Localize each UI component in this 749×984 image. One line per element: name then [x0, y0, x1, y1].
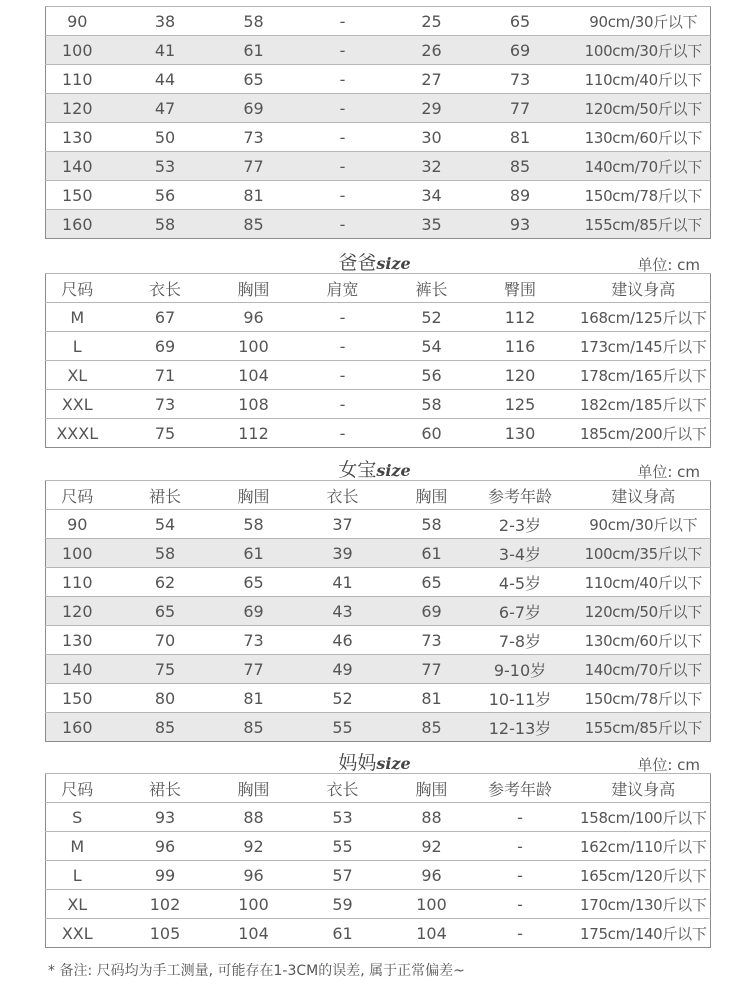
section-title-text: 妈妈: [338, 752, 377, 774]
table-cell: 4-5岁: [464, 568, 577, 597]
table-cell: 58: [222, 7, 286, 36]
table-cell: 73: [464, 65, 577, 94]
table-cell: 99: [109, 861, 222, 890]
table-cell: 150cm/78斤以下: [577, 684, 711, 713]
table-cell: 100cm/35斤以下: [577, 539, 711, 568]
table-cell: -: [464, 832, 577, 861]
table-row: [46, 919, 711, 948]
table-cell: 6-7岁: [464, 597, 577, 626]
footnote: * 备注: 尺码均为手工测量, 可能存在1-3CM的误差, 属于正常偏差~: [48, 963, 465, 979]
table-row: [46, 303, 711, 332]
column-header: 衣长: [109, 274, 222, 303]
column-header: 衣长: [286, 774, 400, 803]
table-cell: 60: [400, 419, 464, 448]
table-cell: 26: [400, 36, 464, 65]
table-cell: 130cm/60斤以下: [577, 626, 711, 655]
table-cell: S: [46, 803, 109, 832]
table-cell: 49: [286, 655, 400, 684]
table-cell: 58: [400, 390, 464, 419]
column-header: 胸围: [222, 774, 286, 803]
table-cell: 85: [109, 713, 222, 742]
table-cell: 96: [109, 832, 222, 861]
section-title-text: 女宝: [338, 459, 377, 481]
table-cell: 110: [46, 568, 109, 597]
table-cell: 100: [222, 890, 286, 919]
table-cell: 90cm/30斤以下: [577, 7, 711, 36]
table-cell: 92: [400, 832, 464, 861]
table-cell: 43: [286, 597, 400, 626]
table-cell: 32: [400, 152, 464, 181]
column-header: 参考年龄: [464, 481, 577, 510]
table-cell: 100: [46, 539, 109, 568]
table-cell: 35: [400, 210, 464, 239]
table-row: [46, 568, 711, 597]
table-cell: 25: [400, 7, 464, 36]
column-header: 建议身高: [577, 274, 711, 303]
table-cell: 69: [222, 94, 286, 123]
table-cell: 58: [109, 210, 222, 239]
table-cell: M: [46, 832, 109, 861]
table-cell: 77: [222, 152, 286, 181]
table-cell: 50: [109, 123, 222, 152]
table-cell: 44: [109, 65, 222, 94]
table-cell: -: [464, 919, 577, 948]
table-cell: 52: [400, 303, 464, 332]
table-cell: 110cm/40斤以下: [577, 568, 711, 597]
table-cell: 69: [400, 597, 464, 626]
table-cell: 56: [400, 361, 464, 390]
table-cell: 100: [400, 890, 464, 919]
table-cell: 71: [109, 361, 222, 390]
table-cell: 37: [286, 510, 400, 539]
table-cell: 85: [222, 713, 286, 742]
table-cell: -: [286, 332, 400, 361]
column-header: 胸围: [400, 481, 464, 510]
table-cell: 165cm/120斤以下: [577, 861, 711, 890]
table-cell: 88: [222, 803, 286, 832]
size-table-girl: [45, 480, 711, 742]
table-row: [46, 65, 711, 94]
table-cell: -: [286, 390, 400, 419]
table-cell: 155cm/85斤以下: [577, 713, 711, 742]
table-cell: -: [286, 210, 400, 239]
table-cell: -: [464, 803, 577, 832]
table-cell: 77: [400, 655, 464, 684]
size-table-dad: [45, 273, 711, 448]
table-cell: 185cm/200斤以下: [577, 419, 711, 448]
table-cell: 96: [400, 861, 464, 890]
column-header: 臀围: [464, 274, 577, 303]
table-cell: 54: [400, 332, 464, 361]
table-cell: 120cm/50斤以下: [577, 597, 711, 626]
table-row: [46, 684, 711, 713]
table-cell: 170cm/130斤以下: [577, 890, 711, 919]
table-cell: -: [464, 861, 577, 890]
table-cell: 39: [286, 539, 400, 568]
table-cell: 150: [46, 181, 109, 210]
table-cell: XL: [46, 890, 109, 919]
table-cell: 57: [286, 861, 400, 890]
column-header: 尺码: [46, 481, 109, 510]
table-cell: 47: [109, 94, 222, 123]
table-cell: 100: [46, 36, 109, 65]
column-header: 裙长: [109, 481, 222, 510]
table-cell: 140cm/70斤以下: [577, 152, 711, 181]
table-cell: 34: [400, 181, 464, 210]
table-cell: 58: [109, 539, 222, 568]
unit-label-girl: 单位: cm: [637, 463, 700, 481]
table-cell: 58: [400, 510, 464, 539]
table-cell: 2-3岁: [464, 510, 577, 539]
table-cell: 175cm/140斤以下: [577, 919, 711, 948]
table-cell: 120: [464, 361, 577, 390]
table-row: [46, 361, 711, 390]
table-cell: 112: [222, 419, 286, 448]
table-row: [46, 597, 711, 626]
table-cell: 90: [46, 7, 109, 36]
table-cell: 59: [286, 890, 400, 919]
table-cell: 81: [222, 684, 286, 713]
table-row: [46, 7, 711, 36]
table-cell: 93: [109, 803, 222, 832]
table-cell: XL: [46, 361, 109, 390]
table-cell: L: [46, 861, 109, 890]
table-cell: 7-8岁: [464, 626, 577, 655]
table-cell: 55: [286, 832, 400, 861]
table-cell: 88: [400, 803, 464, 832]
table-cell: 27: [400, 65, 464, 94]
table-row: [46, 181, 711, 210]
table-cell: 112: [464, 303, 577, 332]
table-cell: 41: [286, 568, 400, 597]
table-cell: 81: [222, 181, 286, 210]
table-row: [46, 210, 711, 239]
table-header-row: [46, 274, 711, 303]
table-cell: 160: [46, 210, 109, 239]
table-cell: 150: [46, 684, 109, 713]
table-cell: 73: [400, 626, 464, 655]
column-header: 裙长: [109, 774, 222, 803]
table-header-row: [46, 481, 711, 510]
table-cell: -: [286, 361, 400, 390]
column-header: 建议身高: [577, 774, 711, 803]
table-cell: 56: [109, 181, 222, 210]
table-cell: XXL: [46, 919, 109, 948]
table-cell: 80: [109, 684, 222, 713]
section-title-suffix: size: [376, 254, 411, 273]
table-cell: 130: [464, 419, 577, 448]
table-cell: 53: [109, 152, 222, 181]
table-cell: 104: [222, 919, 286, 948]
table-cell: 55: [286, 713, 400, 742]
table-cell: 65: [109, 597, 222, 626]
table-cell: 120: [46, 94, 109, 123]
table-cell: -: [286, 36, 400, 65]
table-cell: 155cm/85斤以下: [577, 210, 711, 239]
table-cell: 102: [109, 890, 222, 919]
table-cell: 168cm/125斤以下: [577, 303, 711, 332]
column-header: 建议身高: [577, 481, 711, 510]
table-cell: 38: [109, 7, 222, 36]
table-cell: 46: [286, 626, 400, 655]
table-cell: 52: [286, 684, 400, 713]
table-cell: 182cm/185斤以下: [577, 390, 711, 419]
table-cell: 12-13岁: [464, 713, 577, 742]
unit-label-dad: 单位: cm: [637, 256, 700, 274]
section-title-suffix: size: [376, 754, 411, 773]
table-cell: 58: [222, 510, 286, 539]
table-cell: 73: [109, 390, 222, 419]
table-cell: 110cm/40斤以下: [577, 65, 711, 94]
table-row: [46, 626, 711, 655]
table-row: [46, 332, 711, 361]
table-cell: 65: [222, 65, 286, 94]
table-row: [46, 123, 711, 152]
table-cell: 108: [222, 390, 286, 419]
table-cell: XXXL: [46, 419, 109, 448]
table-cell: -: [286, 419, 400, 448]
table-cell: 9-10岁: [464, 655, 577, 684]
table-row: [46, 510, 711, 539]
table-cell: 150cm/78斤以下: [577, 181, 711, 210]
table-cell: 69: [109, 332, 222, 361]
table-row: [46, 152, 711, 181]
column-header: 参考年龄: [464, 774, 577, 803]
table-row: [46, 890, 711, 919]
table-cell: -: [286, 303, 400, 332]
column-header: 裤长: [400, 274, 464, 303]
table-header-row: [46, 774, 711, 803]
table-cell: 61: [222, 36, 286, 65]
column-header: 尺码: [46, 274, 109, 303]
table-cell: 104: [222, 361, 286, 390]
table-cell: 140: [46, 655, 109, 684]
table-cell: 65: [222, 568, 286, 597]
table-cell: 61: [222, 539, 286, 568]
section-title-text: 爸爸: [338, 252, 377, 274]
table-cell: 53: [286, 803, 400, 832]
table-cell: 29: [400, 94, 464, 123]
table-row: [46, 861, 711, 890]
table-row: [46, 832, 711, 861]
size-table-mom: [45, 773, 711, 948]
table-cell: 105: [109, 919, 222, 948]
table-cell: 104: [400, 919, 464, 948]
table-cell: 75: [109, 419, 222, 448]
table-cell: 158cm/100斤以下: [577, 803, 711, 832]
table-cell: 130: [46, 123, 109, 152]
table-cell: L: [46, 332, 109, 361]
table-cell: 65: [400, 568, 464, 597]
table-cell: -: [286, 94, 400, 123]
column-header: 胸围: [222, 481, 286, 510]
table-cell: 65: [464, 7, 577, 36]
table-cell: 41: [109, 36, 222, 65]
table-cell: 140: [46, 152, 109, 181]
table-cell: 90: [46, 510, 109, 539]
table-cell: 69: [222, 597, 286, 626]
table-cell: 90cm/30斤以下: [577, 510, 711, 539]
table-cell: 3-4岁: [464, 539, 577, 568]
table-cell: 130: [46, 626, 109, 655]
table-row: [46, 655, 711, 684]
table-cell: -: [286, 181, 400, 210]
table-cell: 125: [464, 390, 577, 419]
table-cell: 120: [46, 597, 109, 626]
table-cell: 96: [222, 861, 286, 890]
table-row: [46, 803, 711, 832]
table-cell: 116: [464, 332, 577, 361]
table-cell: 54: [109, 510, 222, 539]
section-title-suffix: size: [376, 461, 411, 480]
table-cell: -: [464, 890, 577, 919]
table-row: [46, 36, 711, 65]
table-row: [46, 94, 711, 123]
column-header: 衣长: [286, 481, 400, 510]
table-row: [46, 390, 711, 419]
table-cell: 30: [400, 123, 464, 152]
table-cell: -: [286, 123, 400, 152]
table-cell: 77: [222, 655, 286, 684]
column-header: 尺码: [46, 774, 109, 803]
table-cell: -: [286, 7, 400, 36]
table-cell: 85: [222, 210, 286, 239]
table-cell: 130cm/60斤以下: [577, 123, 711, 152]
table-cell: 173cm/145斤以下: [577, 332, 711, 361]
table-cell: -: [286, 152, 400, 181]
table-cell: 96: [222, 303, 286, 332]
table-cell: 162cm/110斤以下: [577, 832, 711, 861]
column-header: 胸围: [222, 274, 286, 303]
table-cell: 110: [46, 65, 109, 94]
table-cell: 73: [222, 123, 286, 152]
table-cell: 73: [222, 626, 286, 655]
size-table-top: [45, 6, 711, 239]
table-cell: 85: [464, 152, 577, 181]
table-cell: 120cm/50斤以下: [577, 94, 711, 123]
table-cell: 77: [464, 94, 577, 123]
table-cell: 93: [464, 210, 577, 239]
table-row: [46, 419, 711, 448]
column-header: 肩宽: [286, 274, 400, 303]
table-cell: 70: [109, 626, 222, 655]
table-cell: 75: [109, 655, 222, 684]
table-cell: M: [46, 303, 109, 332]
table-cell: 100: [222, 332, 286, 361]
table-cell: 69: [464, 36, 577, 65]
table-cell: 10-11岁: [464, 684, 577, 713]
table-cell: 85: [400, 713, 464, 742]
table-cell: 81: [464, 123, 577, 152]
table-cell: 81: [400, 684, 464, 713]
table-cell: 89: [464, 181, 577, 210]
table-cell: -: [286, 65, 400, 94]
table-row: [46, 539, 711, 568]
table-cell: 178cm/165斤以下: [577, 361, 711, 390]
column-header: 胸围: [400, 774, 464, 803]
table-cell: 61: [400, 539, 464, 568]
table-cell: XXL: [46, 390, 109, 419]
table-row: [46, 713, 711, 742]
table-cell: 160: [46, 713, 109, 742]
unit-label-mom: 单位: cm: [637, 756, 700, 774]
table-cell: 61: [286, 919, 400, 948]
table-cell: 140cm/70斤以下: [577, 655, 711, 684]
table-cell: 67: [109, 303, 222, 332]
table-cell: 92: [222, 832, 286, 861]
table-cell: 100cm/30斤以下: [577, 36, 711, 65]
table-cell: 62: [109, 568, 222, 597]
